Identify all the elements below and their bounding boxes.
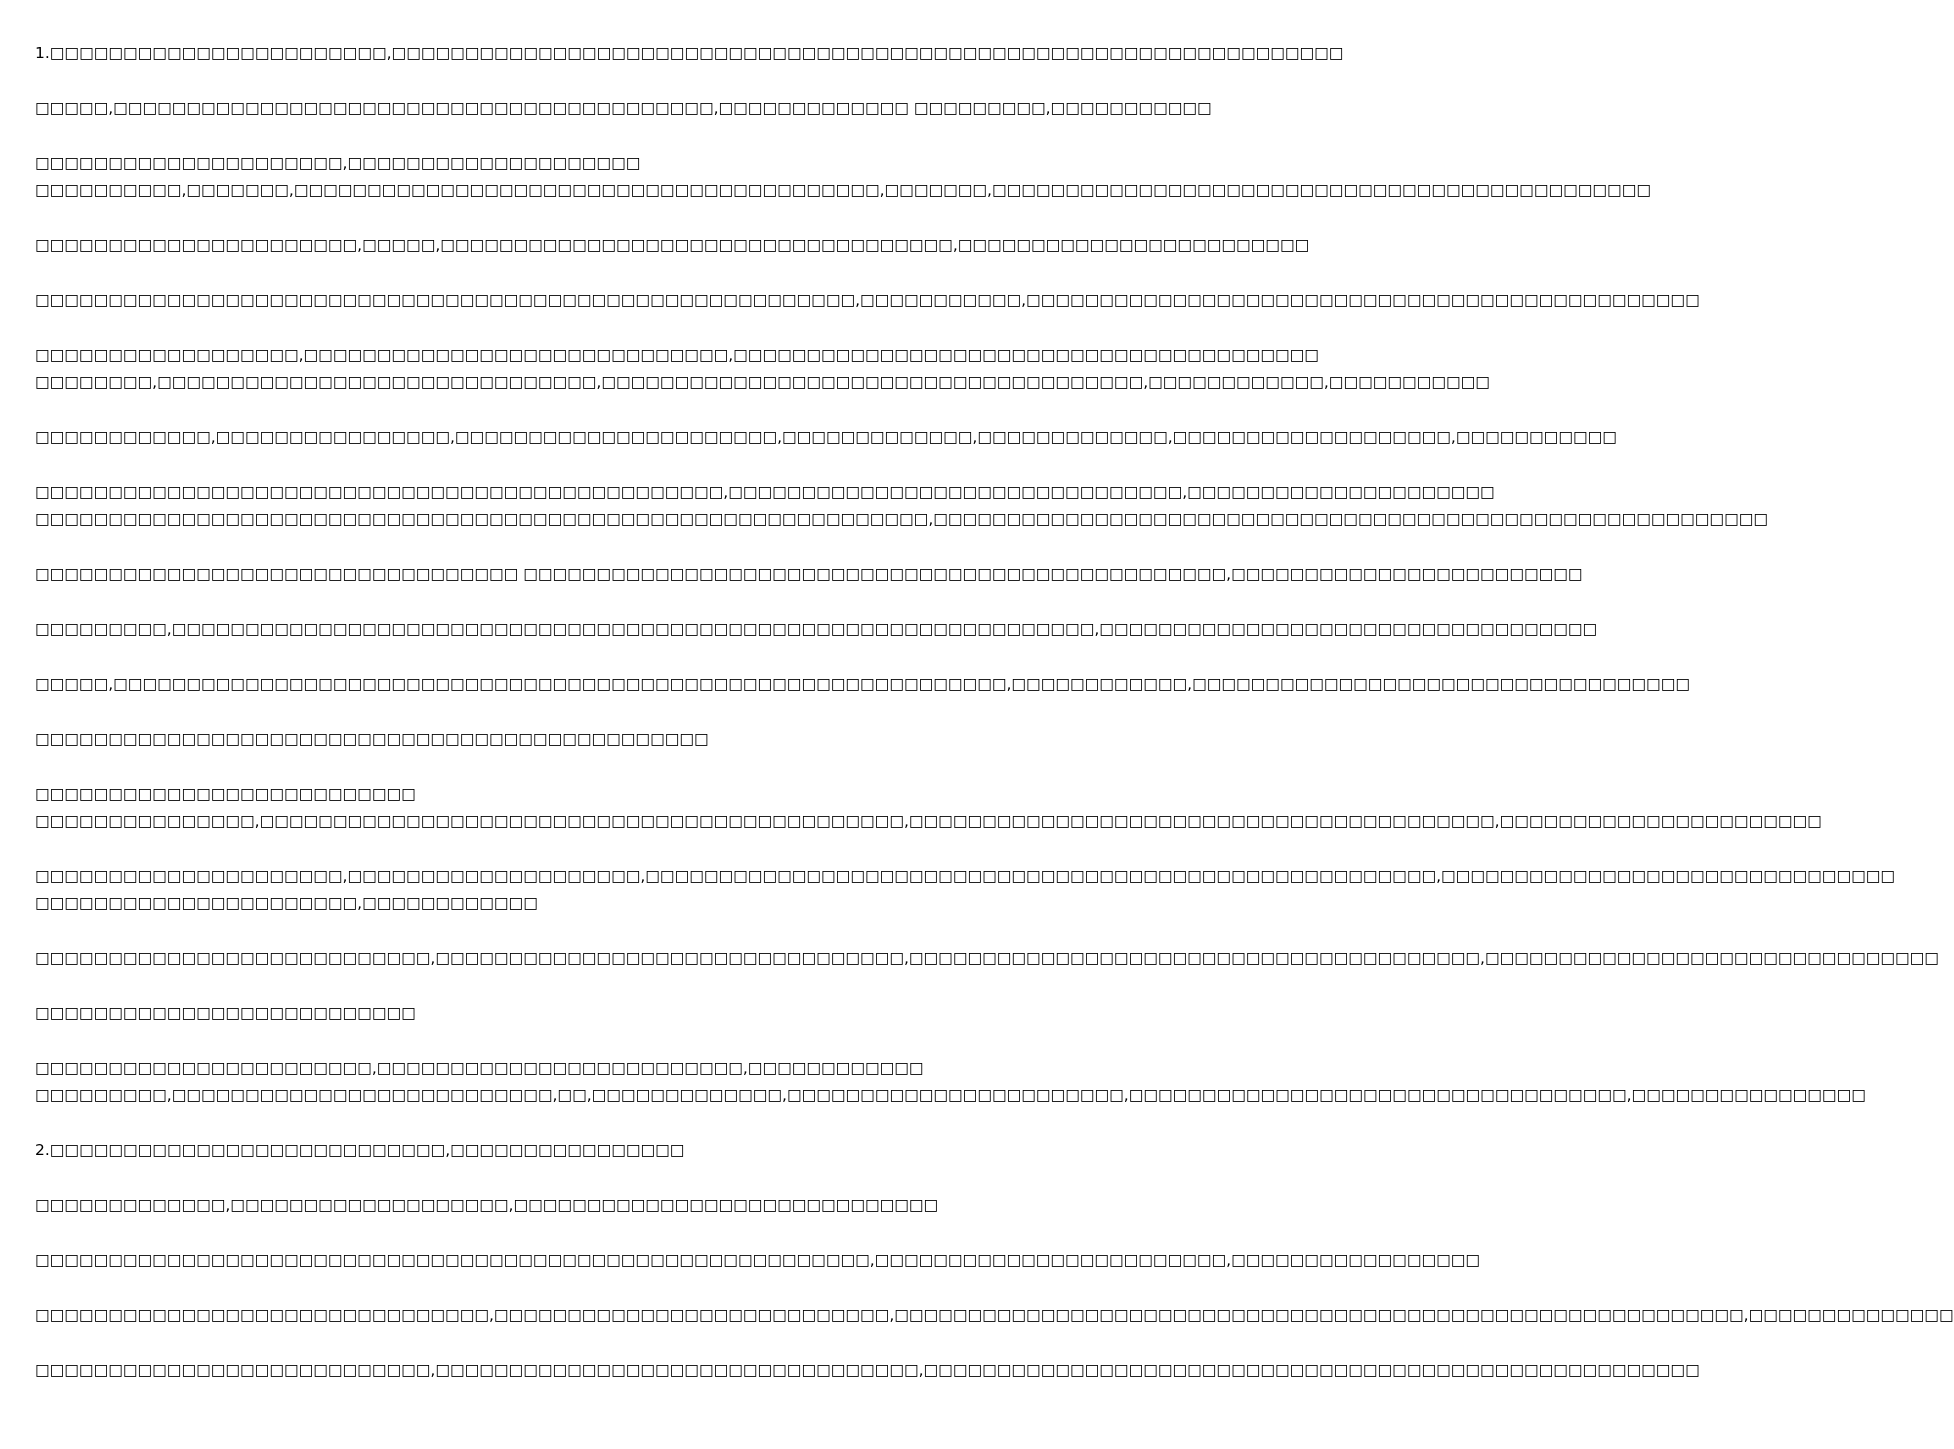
paragraph [35,561,1583,588]
text-line: □□□□□□□□□□□□□□□□□□,□□□□□□□□□□□□□□□□□□□□□□□□□□□□□,□□□□□□□□□□□□□□□□□□□□□□□□□□□□□□□□□□□□□□□□ [35,346,1319,364]
paragraph [35,616,1598,643]
document-body [35,40,1954,1384]
paragraph [35,40,1344,67]
paragraph [35,342,1490,396]
text-line: 1.□□□□□□□□□□□□□□□□□□□□□□□,□□□□□□□□□□□□□□□□□□□□□□□□□□□□□□□□□□□□□□□□□□□□□□□□□□□□□□□□□□□□□□□□□ [35,44,1344,62]
paragraph [35,1137,990,1164]
text-line: □□□□□□□□□□□□□□□□□□□□□□□□□□□,□□□□□□□□□□□□□□□□□□□□□□□□□□□□□□□□,□□□□□□□□□□□□□□□□□□□□□□□□□□□□□□□□□□□□□□□,□□□□□□□□□□□□□□□□□□□□□□□□□□□□□□□ [35,949,1939,967]
text-line: □□□□□□□□□□□□□□□□□□□□□□□□□□□□□□□□□□□□□□□□□□□□□□□□□□□□□□□□□□□□□,□□□□□□□□□□□□□□□□□□□□□□□□□□□□□□□□□□□□□□□□□□□□□□□□□□□□□□□□□ [35,510,1769,528]
paragraph [35,945,1939,972]
text-line: □□□□□□□□□□□□□□□□□□□□□□,□□□□□,□□□□□□□□□□□□□□□□□□□□□□□□□□□□□□□□□□□,□□□□□□□□□□□□□□□□□□□□□□□□ [35,236,1310,254]
paragraph [35,1000,990,1027]
text-line: □□□□□□□□□□□□□,□□□□□□□□□□□□□□□□□□□,□□□□□□□□□□□□□□□□□□□□□□□□□□□□□ [35,1196,939,1214]
paragraph [35,232,1310,259]
text-line: □□□□□□□□□□□□□□□□□□□□□□□□□□□□□□□□□□□□□□□□□□□□□□ [35,730,709,748]
text-line: □□□□□□□□□,□□□□□□□□□□□□□□□□□□□□□□□□□□,□□,□□□□□□□□□□□□□,□□□□□□□□□□□□□□□□□□□□□□□,□□□□□□□□□□□□□□□□□□□□□□□□□□□□□□□□□□,□□□□□□□□□□□□□□□□ [35,1086,1866,1104]
text-line: □□□□□,□□□□□□□□□□□□□□□□□□□□□□□□□□□□□□□□□□□□□□□□□,□□□□□□□□□□□□□ □□□□□□□□□,□□□□□□□□□□□ [35,99,1212,117]
paragraph [35,1357,1700,1384]
text-line: □□□□□□□□□□□□□□□□□□□□□□□□□□□□□□□□□□□□□□□□□□□□□□□,□□□□□□□□□□□□□□□□□□□□□□□□□□□□□□□,□□□□□□□□□□□□□□□□□□□□□ [35,483,1495,501]
paragraph [35,1247,1481,1274]
paragraph [35,1192,990,1219]
paragraph [35,863,1896,917]
paragraph [35,726,990,753]
text-line: □□□□□□□□□□□□□□□□□□□□□,□□□□□□□□□□□□□□□□□□□□ [35,154,641,172]
paragraph [35,781,1822,835]
text-line: 2.□□□□□□□□□□□□□□□□□□□□□□□□□□□,□□□□□□□□□□□□□□□□ [35,1141,685,1159]
text-line: □□□□□□□□□,□□□□□□□□□□□□□□□□□□□□□□□□□□□□□□□□□□□□□□□□□□□□□□□□□□□□□□□□□□□□□□□,□□□□□□□□□□□□□□□□□□□□□□□□□□□□□□□□□□ [35,620,1598,638]
text-line: □□□□□□□□□□□□□□□□□□□□□,□□□□□□□□□□□□□□□□□□□□,□□□□□□□□□□□□□□□□□□□□□□□□□□□□□□□□□□□□□□□□□□□□□□□□□□□□□□,□□□□□□□□□□□□□□□□□□□□□□□□□□□□□□□ [35,867,1896,885]
paragraph [35,1302,1954,1329]
text-line: □□□□□□□□,□□□□□□□□□□□□□□□□□□□□□□□□□□□□□□,□□□□□□□□□□□□□□□□□□□□□□□□□□□□□□□□□□□□□,□□□□□□□□□□□□,□□□□□□□□□□□ [35,373,1490,391]
text-line: □□□□□□□□□□□□□□□□□□□□□□□□□□□,□□□□□□□□□□□□□□□□□□□□□□□□□□□□□□□□□,□□□□□□□□□□□□□□□□□□□□□□□□□□□□□□□□□□□□□□□□□□□□□□□□□□□□□ [35,1361,1700,1379]
paragraph [35,287,1700,314]
paragraph [35,424,1617,451]
paragraph [35,1055,1866,1109]
text-line: □□□□□□□□□□□□□□□□□□□□□□□□□□□□□□□□□ □□□□□□□□□□□□□□□□□□□□□□□□□□□□□□□□□□□□□□□□□□□□□□□□,□□□□□□□□□□□□□□□□□□□□□□□□ [35,565,1583,583]
text-line: □□□□□□□□□□□□□□□,□□□□□□□□□□□□□□□□□□□□□□□□□□□□□□□□□□□□□□□□□□□□,□□□□□□□□□□□□□□□□□□□□□□□□□□□□□□□□□□□□□□□□,□□□□□□□□□□□□□□□□□□□□□□ [35,812,1822,830]
text-line: □□□□□□□□□□□□□□□□□□□□□□□,□□□□□□□□□□□□□□□□□□□□□□□□□,□□□□□□□□□□□□ [35,1059,924,1077]
text-line: □□□□□□□□□□□□,□□□□□□□□□□□□□□□□,□□□□□□□□□□□□□□□□□□□□□□,□□□□□□□□□□□□□,□□□□□□□□□□□□□,□□□□□□□□□□□□□□□□□□□,□□□□□□□□□□□ [35,428,1617,446]
text-line: □□□□□□□□□□,□□□□□□□,□□□□□□□□□□□□□□□□□□□□□□□□□□□□□□□□□□□□□□□□,□□□□□□□,□□□□□□□□□□□□□□□□□□□□□□□□□□□□□□□□□□□□□□□□□□□□□ [35,181,1651,199]
text-line: □□□□□□□□□□□□□□□□□□□□□□□□□□ [35,785,416,803]
text-line: □□□□□□□□□□□□□□□□□□□□□□□□□□□□□□□,□□□□□□□□□□□□□□□□□□□□□□□□□□□,□□□□□□□□□□□□□□□□□□□□□□□□□□□□□□□□□□□□□□□□□□□□□□□□□□□□□□□□□□,□□□□□□□□□□□□□□ [35,1306,1954,1324]
text-line: □□□□□□□□□□□□□□□□□□□□□□□□□□□□□□□□□□□□□□□□□□□□□□□□□□□□□□□□□,□□□□□□□□□□□□□□□□□□□□□□□□,□□□□□□□□□□□□□□□□□ [35,1251,1481,1269]
text-line: □□□□□□□□□□□□□□□□□□□□□□□□□□ [35,1004,416,1022]
text-line: □□□□□,□□□□□□□□□□□□□□□□□□□□□□□□□□□□□□□□□□□□□□□□□□□□□□□□□□□□□□□□□□□□□,□□□□□□□□□□□□,□□□□□□□□□□□□□□□□□□□□□□□□□□□□□□□□□□ [35,675,1690,693]
text-line: □□□□□□□□□□□□□□□□□□□□□□,□□□□□□□□□□□□ [35,894,538,912]
paragraph [35,479,1769,533]
paragraph [35,95,1212,122]
paragraph [35,671,1690,698]
paragraph [35,150,1651,204]
text-line: □□□□□□□□□□□□□□□□□□□□□□□□□□□□□□□□□□□□□□□□□□□□□□□□□□□□□□□□,□□□□□□□□□□□,□□□□□□□□□□□□□□□□□□□□□□□□□□□□□□□□□□□□□□□□□□□□□□ [35,291,1700,309]
